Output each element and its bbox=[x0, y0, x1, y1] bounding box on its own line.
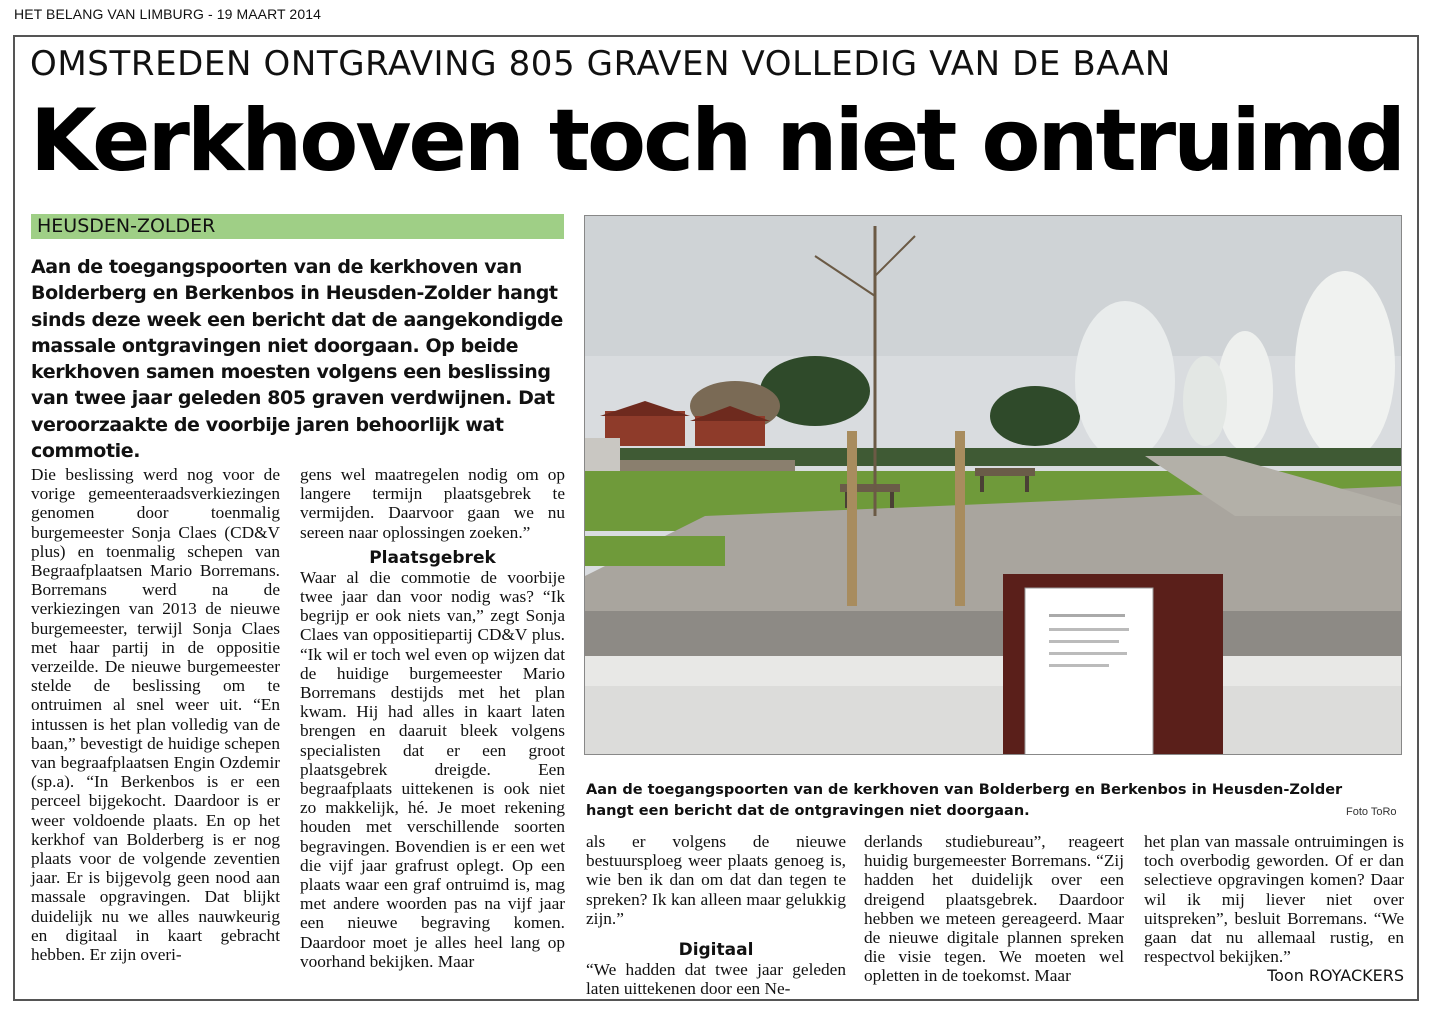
cemetery-photo bbox=[584, 215, 1402, 755]
region-label: HEUSDEN-ZOLDER bbox=[31, 214, 564, 239]
column-1 bbox=[31, 465, 280, 964]
kicker: OMSTREDEN ONTGRAVING 805 GRAVEN VOLLEDIG VAN DE BAAN bbox=[30, 44, 1171, 84]
column-4-text: derlands studiebureau”, reageert huidig burgemeester Borremans. “Zij hadden het duidelijk over een dreigend plaatsgebrek. Daardoor hebben we meteen gereageerd. Maar de nieuwe digitale plannen spreken die visie tegen. We moeten wel opletten in de toekomst. Maar bbox=[864, 832, 1124, 986]
photo-credit: Foto ToRo bbox=[1346, 806, 1397, 818]
column-5-text: het plan van massale ontruimingen is toch overbodig geworden. Of er dan selectieve opgravingen komen? Daar wil ik mij liever niet over uitspreken”, besluit Borremans. “We gaan dat nu allemaal rustig, en respectvol bekijken.” bbox=[1144, 832, 1404, 967]
source-line: HET BELANG VAN LIMBURG - 19 MAART 2014 bbox=[14, 6, 321, 22]
caption-line-1: Aan de toegangspoorten van de kerkhoven van Bolderberg en Berkenbos in Heusden-Zolder bbox=[586, 782, 1343, 798]
caption-line-2: hangt een bericht dat de ontgravingen niet doorgaan. bbox=[586, 803, 1030, 819]
column-2 bbox=[300, 465, 565, 971]
subheading-plaatsgebrek: Plaatsgebrek bbox=[369, 547, 496, 568]
photo-caption bbox=[586, 780, 1396, 822]
column-4 bbox=[864, 832, 1124, 986]
subheading-digitaal: Digitaal bbox=[678, 940, 754, 961]
intro-paragraph: Aan de toegangspoorten van de kerkhoven van Bolderberg en Berkenbos in Heusden-Zolder hangt sinds deze week een bericht dat de aangekondigde massale ontgravingen niet doorgaan. Op beide kerkhoven samen moesten volgens een beslissing van twee jaar geleden 805 graven verdwijnen. Dat veroorzaakte de voorbije jaren behoorlijk wat commotie. bbox=[31, 256, 563, 463]
column-3-text-b: “We hadden dat twee jaar geleden laten uittekenen door een Ne- bbox=[586, 960, 846, 999]
column-2-text-a: gens wel maatregelen nodig om op langere termijn plaatsgebrek te vermijden. Daarvoor gaan we nu sereen naar oplossingen zoeken.” bbox=[300, 465, 565, 542]
column-1-text: Die beslissing werd nog voor de vorige gemeenteraadsverkiezingen genomen door toenmalig burgemeester Sonja Claes (CD&V plus) en toenmalig schepen van Begraafplaatsen Mario Borremans. Borremans werd na de verkiezingen van 2013 de nieuwe burgemeester, terwijl Sonja Claes met haar partij in de oppositie verzeilde. De nieuwe burgemeester stelde de beslissing om te ontruimen al snel weer uit. “En intussen is het plan volledig van de baan,” bevestigt de huidige schepen van begraafplaatsen Engin Ozdemir (sp.a). “In Berkenbos is er een perceel bijgekocht. Daardoor is er weer voldoende plaats. En op het kerkhof van Bolderberg is er nog plaats voor de volgende zeventien jaar. Er is bijgevolg geen nood aan massale opgravingen. Dat blijkt duidelijk nu we alles nauwkeurig en digitaal in kaart gebracht hebben. Er zijn overi- bbox=[31, 465, 280, 965]
column-3 bbox=[586, 832, 846, 998]
column-5 bbox=[1144, 832, 1404, 986]
author-signature: Toon ROYACKERS bbox=[1267, 966, 1404, 986]
column-2-text-b: Waar al die commotie de voorbije twee jaar dan voor nodig was? “Ik begrijp er ook niets van,” zegt Sonja Claes van oppositiepartij CD&V plus. “Ik wil er toch wel even op wijzen dat de huidige burgemeester Mario Borremans destijds met het plan kwam. Hij had alles in kaart laten brengen en daaruit bleek volgens specialisten dat er een groot plaatsgebrek dreigde. Een begraafplaats uittekenen is ook niet zo makkelijk, hé. Je moet rekening houden met verschillende soorten begravingen. Bovendien is er een wet die vijf jaar grafrust oplegt. Op een plaats waar een graf ontruimd is, mag met andere woorden pas na vijf jaar een nieuwe begraving komen. Daardoor moet je alles heel lang op voorhand bekijken. Maar bbox=[300, 567, 565, 971]
headline: Kerkhoven toch niet ontruimd bbox=[30, 91, 1404, 191]
column-3-text-a: als er volgens de nieuwe bestuursploeg weer plaats genoeg is, wie ben ik dan om dat dan tegen te spreken? Ik kan alleen maar gelukkig zijn.” bbox=[586, 832, 846, 928]
photo-illustration bbox=[585, 216, 1402, 755]
